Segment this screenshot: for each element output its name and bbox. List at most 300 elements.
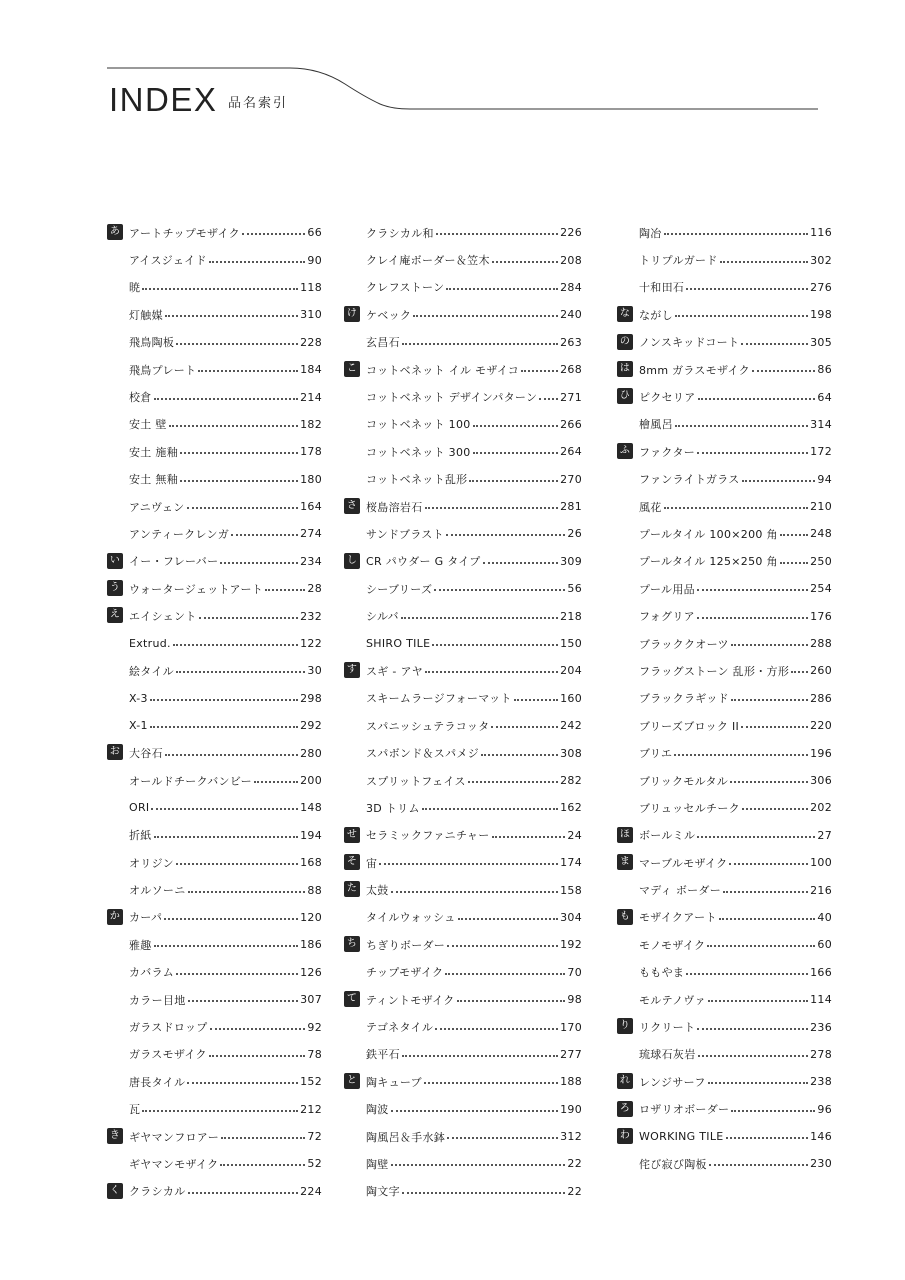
kana-section-badge: せ [344,827,360,843]
entry-page-number: 310 [300,308,322,322]
entry-page-number: 86 [817,363,832,377]
index-entry [107,329,322,356]
index-entry [617,904,832,931]
entry-name: スパニッシュテラコッタ [366,719,490,733]
index-entry [107,685,322,712]
entry-name: 絵タイル [129,664,174,678]
entry-page-number: 232 [300,609,322,623]
index-column-2 [344,219,582,1205]
entry-name: トリプルガード [639,254,718,268]
entry-name: 瓦 [129,1103,141,1117]
index-entry [344,904,582,931]
index-entry [344,329,582,356]
index-entry [107,959,322,986]
index-entry [344,411,582,438]
dot-leader [492,835,566,838]
entry-name: 太鼓 [366,884,389,898]
entry-name: スギ - アヤ [366,664,424,678]
entry-name: 侘び寂び陶板 [639,1157,707,1171]
entry-page-number: 254 [810,582,832,596]
entry-page-number: 96 [817,1102,832,1116]
dot-leader [664,506,808,509]
index-entry [344,822,582,849]
kana-section-badge: お [107,744,123,760]
index-entry [344,493,582,520]
entry-name: ピクセリア [639,391,696,405]
dot-leader [176,972,298,975]
entry-page-number: 178 [300,445,322,459]
entry-name: 雅趣 [129,938,152,952]
entry-page-number: 188 [560,1075,582,1089]
entry-name: カラー目地 [129,993,186,1007]
kana-section-badge: し [344,553,360,569]
index-entry [617,986,832,1013]
entry-page-number: 196 [810,746,832,760]
dot-leader [697,616,808,619]
index-entry [107,1096,322,1123]
dot-leader [686,972,808,975]
entry-page-number: 27 [817,828,832,842]
entry-name: ファクター [639,445,696,459]
entry-page-number: 22 [567,1184,582,1198]
entry-name: ブラッククオーツ [639,637,729,651]
kana-section-badge: く [107,1183,123,1199]
index-entry [107,575,322,602]
dot-leader [791,670,808,673]
entry-page-number: 282 [560,774,582,787]
entry-page-number: 302 [810,253,832,267]
entry-page-number: 286 [810,691,832,705]
dot-leader [675,314,808,317]
entry-page-number: 224 [300,1184,322,1198]
dot-leader [188,999,299,1002]
index-entry [617,548,832,575]
entry-name: クレフストーン [366,281,445,295]
entry-name: コットベネット イル モザイコ [366,363,520,377]
kana-section-badge: は [617,361,633,377]
dot-leader [726,1136,809,1139]
entry-page-number: 228 [300,335,322,349]
dot-leader [492,260,558,263]
entry-name: 宙 [366,856,378,870]
entry-name: サンドブラスト [366,527,444,541]
dot-leader [401,616,558,619]
kana-section-badge: こ [344,361,360,377]
entry-page-number: 186 [300,938,322,952]
dot-leader [151,807,298,810]
dot-leader [708,1081,808,1084]
dot-leader [483,561,559,564]
kana-section-badge: か [107,909,123,925]
index-entry [344,1041,582,1068]
entry-name: モノモザイク [639,938,706,952]
index-entry [344,356,582,383]
entry-page-number: 214 [300,390,322,404]
index-entry [617,657,832,684]
dot-leader [664,232,808,235]
index-entry [617,767,832,794]
dot-leader [741,342,808,345]
entry-name: ファンライトガラス [639,473,740,487]
entry-page-number: 166 [810,965,832,979]
dot-leader [154,397,298,400]
index-entry [344,602,582,629]
dot-leader [709,1163,808,1166]
kana-section-badge: え [107,607,123,623]
entry-page-number: 216 [810,883,832,897]
dot-leader [142,287,298,290]
dot-leader [221,1136,305,1139]
entry-name: 陶キューブ [366,1075,422,1089]
index-entry [344,876,582,903]
entry-page-number: 236 [810,1020,832,1034]
index-entry [344,986,582,1013]
kana-section-badge: も [617,909,633,925]
entry-name: 玄昌石 [366,336,400,350]
entry-page-number: 122 [300,637,322,651]
entry-name: テゴネタイル [366,1021,434,1035]
dot-leader [180,451,298,454]
entry-name: プールタイル 125×250 角 [639,555,778,569]
dot-leader [220,1163,305,1166]
index-entry [344,794,582,821]
index-entry [107,466,322,493]
index-entry [344,466,582,493]
index-entry [617,876,832,903]
entry-name: ブリュッセルチーク [639,801,740,815]
dot-leader [188,1191,299,1194]
page-subtitle: 品名索引 [228,96,289,111]
index-entry [107,1041,322,1068]
entry-page-number: 90 [307,253,322,267]
index-entry [107,274,322,301]
entry-name: スキームラージフォーマット [366,692,512,706]
index-column-3 [617,219,832,1178]
kana-section-badge: ほ [617,827,633,843]
entry-name: ウォータージェットアート [129,582,264,596]
entry-page-number: 240 [560,308,582,322]
index-entry [617,356,832,383]
index-entry [344,1123,582,1150]
entry-page-number: 280 [300,746,322,760]
dot-leader [391,1163,566,1166]
index-entry [617,1096,832,1123]
index-entry [107,849,322,876]
index-entry [107,548,322,575]
index-entry [107,1068,322,1095]
index-entry [107,904,322,931]
index-entry [344,739,582,766]
dot-leader [719,917,816,920]
dot-leader [180,479,298,482]
dot-leader [731,698,808,701]
entry-page-number: 60 [817,938,832,952]
entry-page-number: 210 [810,500,832,514]
dot-leader [424,1081,558,1084]
entry-name: レンジサーフ [639,1075,706,1089]
dot-leader [675,424,808,427]
entry-name: 安土 無釉 [129,473,178,487]
entry-page-number: 98 [567,993,582,1007]
entry-page-number: 194 [300,828,322,842]
dot-leader [458,917,559,920]
dot-leader [697,588,808,591]
entry-page-number: 64 [817,390,832,404]
index-entry [107,1150,322,1177]
index-entry [617,712,832,739]
entry-page-number: 146 [810,1130,832,1144]
entry-page-number: 312 [560,1130,582,1144]
entry-name: アイスジェイド [129,254,207,268]
index-entry [344,1178,582,1205]
dot-leader [514,698,558,701]
entry-name: 大谷石 [129,747,163,761]
dot-leader [446,533,566,536]
entry-name: フォグリア [639,610,695,624]
entry-page-number: 168 [300,856,322,870]
index-entry [107,246,322,273]
entry-name: プールタイル 100×200 角 [639,527,778,541]
index-entry [617,630,832,657]
dot-leader [729,862,808,865]
kana-section-badge: れ [617,1073,633,1089]
entry-page-number: 278 [810,1047,832,1061]
entry-name: ブラックラギッド [639,692,729,706]
entry-page-number: 274 [300,527,322,541]
entry-page-number: 264 [560,445,582,459]
entry-page-number: 271 [560,390,582,404]
entry-page-number: 212 [300,1102,322,1116]
entry-name: オルソーニ [129,884,186,898]
kana-section-badge: て [344,991,360,1007]
entry-page-number: 164 [300,500,322,514]
dot-leader [445,972,565,975]
index-entry [344,685,582,712]
index-entry [617,411,832,438]
dot-leader [187,1081,298,1084]
entry-page-number: 114 [810,993,832,1007]
entry-name: 飛鳥プレート [129,363,197,377]
index-entry [344,383,582,410]
kana-section-badge: の [617,334,633,350]
entry-name: ギヤマンフロアー [129,1130,220,1144]
entry-page-number: 242 [560,719,582,733]
entry-name: マーブルモザイク [639,856,728,870]
entry-page-number: 304 [560,910,582,924]
index-entry [344,657,582,684]
entry-page-number: 182 [300,417,322,431]
dot-leader [176,862,298,865]
dot-leader [723,890,808,893]
dot-leader [391,890,558,893]
kana-section-badge: ふ [617,443,633,459]
entry-name: 琉球石灰岩 [639,1048,696,1062]
dot-leader [164,917,298,920]
index-entry [617,383,832,410]
index-entry [617,329,832,356]
dot-leader [457,999,566,1002]
index-entry [617,274,832,301]
entry-name: モルテノヴァ [639,993,706,1007]
index-column-1 [107,219,322,1205]
index-entry [107,876,322,903]
kana-section-badge: と [344,1073,360,1089]
index-entry [344,959,582,986]
dot-leader [435,1027,558,1030]
index-entry [107,794,322,821]
dot-leader [242,232,305,235]
entry-page-number: 52 [307,1157,322,1171]
entry-name: オリジン [129,856,174,870]
index-entry [344,1013,582,1040]
entry-name: アートチップモザイク [129,226,240,240]
dot-leader [231,533,298,536]
dot-leader [742,807,808,810]
entry-page-number: 92 [307,1020,322,1034]
entry-name: スパボンド＆スパメジ [366,747,479,761]
entry-page-number: 306 [810,774,832,787]
entry-name: モザイクアート [639,911,717,925]
index-entry [107,520,322,547]
entry-name: 檜風呂 [639,418,673,432]
index-entry [617,493,832,520]
entry-page-number: 126 [300,965,322,979]
index-entry [617,959,832,986]
entry-name: Extrud. [129,637,171,651]
entry-name: ボールミル [639,829,696,843]
dot-leader [176,342,298,345]
entry-name: マディ ボーダー [639,884,722,898]
entry-name: 唐長タイル [129,1075,186,1089]
dot-leader [169,424,298,427]
entry-page-number: 309 [560,554,582,568]
entry-name: エイシェント [129,610,197,624]
entry-name: タイルウォッシュ [366,911,456,925]
dot-leader [209,260,306,263]
dot-leader [254,780,298,783]
entry-name: アニヴェン [129,500,185,514]
dot-leader [379,862,558,865]
index-entry [107,1123,322,1150]
entry-name: ギヤマンモザイク [129,1157,219,1171]
entry-name: ブリーズブロック II [639,719,740,733]
entry-name: オールドチークバンビー [129,774,252,788]
kana-section-badge: ひ [617,388,633,404]
entry-page-number: 152 [300,1075,322,1089]
index-entry [107,986,322,1013]
dot-leader [402,342,558,345]
entry-page-number: 116 [810,226,832,240]
entry-name: コットベネット 300 [366,445,471,459]
entry-page-number: 200 [300,774,322,787]
dot-leader [752,369,815,372]
entry-name: 折紙 [129,829,152,843]
index-entry [107,411,322,438]
index-entry [107,767,322,794]
dot-leader [697,835,815,838]
dot-leader [521,369,558,372]
entry-page-number: 226 [560,226,582,240]
entry-page-number: 204 [560,664,582,678]
index-entry [107,356,322,383]
entry-name: ブリックモルタル [639,774,729,788]
entry-page-number: 120 [300,910,322,924]
index-entry [617,219,832,246]
entry-name: スプリットフェイス [366,774,466,788]
dot-leader [469,479,558,482]
index-header [0,0,905,130]
entry-name: 校倉 [129,391,152,405]
index-entry [344,575,582,602]
dot-leader [210,1027,306,1030]
index-entry [617,822,832,849]
entry-page-number: 22 [567,1157,582,1171]
entry-page-number: 307 [300,993,322,1007]
index-entry [617,1150,832,1177]
dot-leader [402,1191,565,1194]
index-entry [617,1123,832,1150]
dot-leader [473,424,559,427]
entry-name: 陶文字 [366,1185,400,1199]
index-entry [344,630,582,657]
dot-leader [436,232,558,235]
index-entry [107,438,322,465]
index-entry [107,657,322,684]
dot-leader [402,1054,558,1057]
index-entry [344,931,582,958]
dot-leader [425,670,558,673]
index-entry [107,219,322,246]
entry-name: フラッグストーン 乱形・方形 [639,664,790,678]
entry-name: ながし [639,308,673,322]
dot-leader [468,780,558,783]
dot-leader [447,944,558,947]
entry-page-number: 88 [307,883,322,897]
entry-name: 3D トリム [366,801,420,815]
entry-page-number: 314 [810,417,832,431]
entry-name: コットベネット乱形 [366,473,468,487]
dot-leader [265,588,305,591]
dot-leader [413,314,558,317]
entry-name: 鉄平石 [366,1048,400,1062]
entry-name: シーブリーズ [366,582,433,596]
entry-page-number: 292 [300,719,322,733]
entry-page-number: 24 [567,828,582,842]
entry-name: ガラスモザイク [129,1048,207,1062]
kana-section-badge: け [344,306,360,322]
entry-page-number: 78 [307,1047,322,1061]
index-entry [617,1068,832,1095]
dot-leader [491,725,558,728]
entry-name: 十和田石 [639,281,685,295]
entry-page-number: 288 [810,637,832,651]
entry-page-number: 281 [560,500,582,514]
entry-page-number: 158 [560,883,582,897]
entry-name: 灯触媒 [129,308,163,322]
dot-leader [220,561,298,564]
dot-leader [780,533,808,536]
entry-name: X-1 [129,719,148,733]
entry-page-number: 277 [560,1047,582,1061]
index-entry [617,575,832,602]
entry-name: ケベック [366,308,412,322]
entry-name: 8mm ガラスモザイク [639,363,750,377]
entry-page-number: 305 [810,335,832,349]
index-entry [617,794,832,821]
entry-name: クレイ庵ボーダー＆笠木 [366,254,490,268]
entry-name: カバラム [129,966,175,980]
entry-page-number: 162 [560,801,582,815]
